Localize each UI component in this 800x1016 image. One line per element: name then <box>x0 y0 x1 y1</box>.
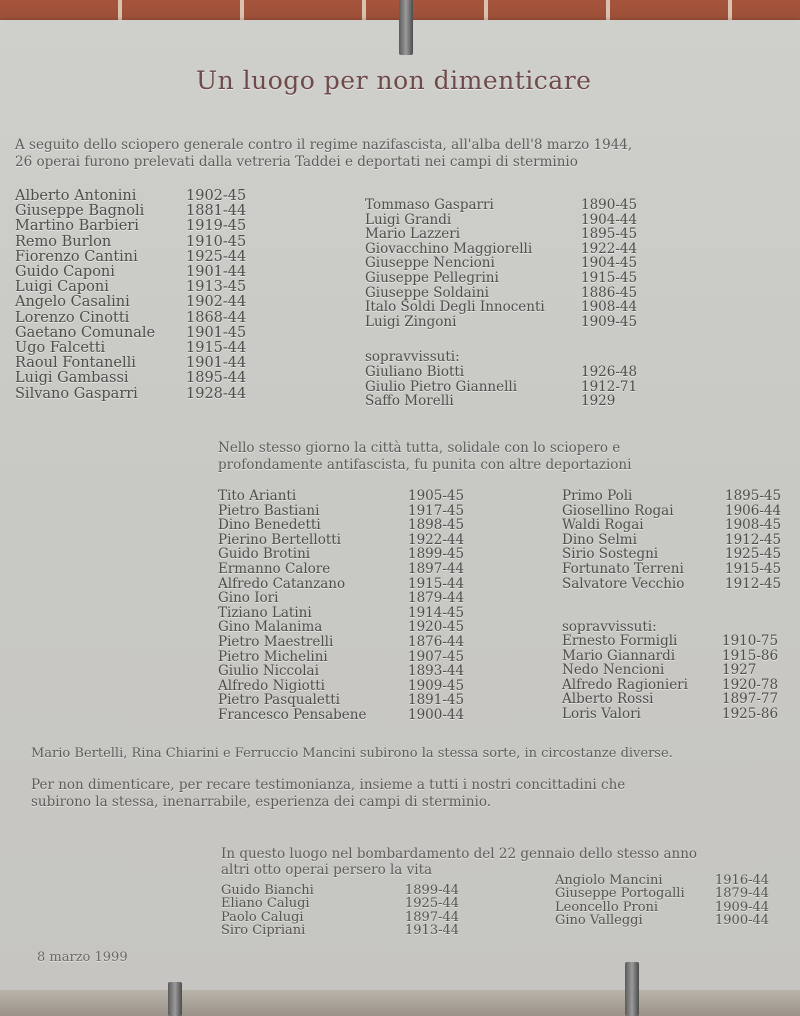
person-name: Luigi Gambassi <box>15 370 129 387</box>
person-years: 1915-44 <box>408 575 465 592</box>
name-row <box>218 693 464 708</box>
name-row <box>218 504 464 519</box>
name-row <box>218 533 464 548</box>
name-row <box>365 256 637 271</box>
name-row <box>562 707 778 722</box>
person-years: 1926-48 <box>581 364 638 380</box>
person-name: Guido Bianchi <box>221 883 314 898</box>
person-name: Tommaso Gasparri <box>365 197 494 213</box>
person-name: Ernesto Formigli <box>562 633 678 649</box>
person-name: Saffo Morelli <box>365 393 454 410</box>
name-row <box>555 914 769 927</box>
plaque-date: 8 marzo 1999 <box>37 950 128 965</box>
name-row <box>562 678 778 693</box>
person-years: 1904-45 <box>581 255 638 272</box>
person-years: 1906-44 <box>725 502 782 519</box>
group2-survivors-label: sopravvissuti: <box>562 619 657 635</box>
name-row <box>365 271 637 286</box>
person-years: 1920-45 <box>408 619 465 636</box>
name-row <box>15 189 246 204</box>
person-name: Remo Burlon <box>15 233 112 250</box>
person-years: 1912-45 <box>725 575 782 592</box>
person-years: 1922-44 <box>408 531 465 548</box>
name-row <box>15 356 246 371</box>
name-row <box>218 664 464 679</box>
name-row <box>15 219 246 234</box>
person-years: 1909-45 <box>408 677 465 694</box>
person-name: Pierino Bertellotti <box>218 531 341 548</box>
plaque-title: Un luogo per non dimenticare <box>196 66 592 95</box>
person-name: Giuseppe Nencioni <box>365 255 495 272</box>
person-name: Angiolo Mancini <box>555 873 663 888</box>
bottom-bolt-right <box>625 962 639 1016</box>
name-row <box>562 562 781 577</box>
person-name: Mario Giannardi <box>562 647 676 664</box>
person-name: Luigi Zingoni <box>365 313 457 330</box>
person-name: Gino Malanima <box>218 619 323 636</box>
name-row <box>15 235 246 250</box>
person-years: 1929 <box>581 393 616 410</box>
person-years: 1904-44 <box>581 211 638 228</box>
name-row <box>365 394 637 409</box>
name-row <box>218 489 464 504</box>
person-name: Eliano Calugi <box>221 896 310 912</box>
middle-line-1: Nello stesso giorno la città tutta, solidale con lo sciopero e <box>218 440 621 456</box>
person-years: 1910-75 <box>722 633 779 649</box>
person-name: Ugo Falcetti <box>15 340 106 357</box>
person-name: Giulio Pietro Giannelli <box>365 378 518 395</box>
person-years: 1913-44 <box>405 922 460 938</box>
person-years: 1908-45 <box>725 517 782 534</box>
name-row <box>365 198 637 213</box>
name-row <box>562 577 781 592</box>
person-years: 1913-45 <box>186 279 247 296</box>
person-name: Tiziano Latini <box>218 604 312 621</box>
name-row <box>218 708 464 723</box>
person-years: 1907-45 <box>408 648 465 665</box>
person-name: Luigi Grandi <box>365 211 452 228</box>
middle-line-2: profondamente antifascista, fu punita con altre deportazioni <box>218 457 632 473</box>
name-row <box>365 380 637 395</box>
person-years: 1879-44 <box>408 590 465 607</box>
name-row <box>562 692 778 707</box>
person-years: 1909-45 <box>581 313 638 330</box>
bombing-left-list <box>221 884 459 937</box>
person-years: 1891-45 <box>408 692 465 709</box>
name-row <box>365 213 637 228</box>
person-name: Giuseppe Pellegrini <box>365 269 499 286</box>
person-name: Salvatore Vecchio <box>562 575 685 592</box>
person-name: Raoul Fontanelli <box>15 355 136 372</box>
name-row <box>15 371 246 386</box>
person-name: Fiorenzo Cantini <box>15 248 138 265</box>
name-row <box>218 547 464 562</box>
bottom-bolt-left <box>168 982 182 1016</box>
name-row <box>221 884 459 897</box>
intro-line-2: 26 operai furono prelevati dalla vetreria Taddei e deportati nei campi di sterminio <box>15 154 578 170</box>
person-name: Giuseppe Portogalli <box>555 886 685 902</box>
person-years: 1917-45 <box>408 502 465 519</box>
group2-left-list <box>218 489 464 723</box>
name-row <box>555 874 769 887</box>
person-name: Giuseppe Bagnoli <box>15 203 145 220</box>
person-years: 1900-44 <box>715 912 770 928</box>
person-years: 1899-44 <box>405 883 460 898</box>
name-row <box>555 901 769 914</box>
person-years: 1890-45 <box>581 197 638 213</box>
person-years: 1901-45 <box>186 324 247 341</box>
person-name: Luigi Caponi <box>15 279 109 296</box>
person-years: 1897-44 <box>405 909 460 925</box>
person-name: Leoncello Proni <box>555 899 659 915</box>
name-row <box>365 286 637 301</box>
person-name: Tito Arianti <box>218 488 297 504</box>
name-row <box>562 504 781 519</box>
name-row <box>218 650 464 665</box>
name-row <box>562 634 778 649</box>
person-years: 1901-44 <box>186 264 247 281</box>
name-row <box>15 295 246 310</box>
person-years: 1914-45 <box>408 604 465 621</box>
same-fate-note: Mario Bertelli, Rina Chiarini e Ferruccio Mancini subirono la stessa sorte, in circostanze diverse. <box>31 746 673 761</box>
name-row <box>218 620 464 635</box>
person-name: Mario Lazzeri <box>365 226 461 243</box>
name-row <box>15 387 246 402</box>
person-name: Pietro Bastiani <box>218 502 320 519</box>
top-bolt <box>399 0 413 55</box>
person-years: 1905-45 <box>408 488 465 504</box>
person-years: 1910-45 <box>186 233 247 250</box>
person-years: 1900-44 <box>408 706 465 723</box>
person-years: 1893-44 <box>408 663 465 680</box>
person-years: 1902-44 <box>186 294 247 311</box>
name-row <box>15 265 246 280</box>
person-years: 1916-44 <box>715 873 770 888</box>
person-years: 1886-45 <box>581 284 638 301</box>
name-row <box>218 518 464 533</box>
name-row <box>562 649 778 664</box>
person-name: Martino Barbieri <box>15 218 139 235</box>
name-row <box>365 242 637 257</box>
person-years: 1928-44 <box>186 385 247 402</box>
person-years: 1909-44 <box>715 899 770 915</box>
person-name: Nedo Nencioni <box>562 662 665 679</box>
name-row <box>562 489 781 504</box>
name-row <box>15 250 246 265</box>
person-name: Angelo Casalini <box>15 294 130 311</box>
person-name: Gino Valleggi <box>555 912 643 928</box>
person-years: 1899-45 <box>408 546 465 563</box>
name-row <box>365 227 637 242</box>
person-name: Paolo Calugi <box>221 909 304 925</box>
bombing-right-list <box>555 874 769 927</box>
person-years: 1897-44 <box>408 560 465 577</box>
person-name: Ermanno Calore <box>218 560 331 577</box>
person-name: Dino Benedetti <box>218 517 321 534</box>
person-name: Francesco Pensabene <box>218 706 367 723</box>
person-name: Gino Iori <box>218 590 279 607</box>
person-name: Alberto Antonini <box>15 188 137 204</box>
name-row <box>365 365 637 380</box>
name-row <box>562 663 778 678</box>
person-name: Giosellino Rogai <box>562 502 674 519</box>
person-years: 1925-86 <box>722 705 779 722</box>
name-row <box>221 897 459 910</box>
person-years: 1925-45 <box>725 546 782 563</box>
person-name: Loris Valori <box>562 705 641 722</box>
person-name: Fortunato Terreni <box>562 560 684 577</box>
name-row <box>555 887 769 900</box>
name-row <box>218 679 464 694</box>
person-name: Giovacchino Maggiorelli <box>365 240 533 257</box>
person-years: 1925-44 <box>186 248 247 265</box>
person-years: 1915-86 <box>722 647 779 664</box>
person-years: 1927 <box>722 662 757 679</box>
name-row <box>365 300 637 315</box>
person-years: 1912-71 <box>581 378 638 395</box>
person-name: Primo Poli <box>562 488 633 504</box>
person-name: Alberto Rossi <box>562 691 654 708</box>
remember-line-1: Per non dimenticare, per recare testimonianza, insieme a tutti i nostri concittadini che <box>31 777 626 793</box>
bombing-line-1: In questo luogo nel bombardamento del 22 gennaio dello stesso anno <box>221 846 698 862</box>
person-name: Silvano Gasparri <box>15 385 138 402</box>
name-row <box>218 606 464 621</box>
person-name: Guido Caponi <box>15 264 115 281</box>
name-row <box>15 204 246 219</box>
name-row <box>15 280 246 295</box>
person-name: Gaetano Comunale <box>15 324 156 341</box>
person-years: 1922-44 <box>581 240 638 257</box>
person-years: 1879-44 <box>715 886 770 902</box>
name-row <box>218 562 464 577</box>
person-years: 1902-45 <box>186 188 247 204</box>
person-name: Giuseppe Soldaini <box>365 284 489 301</box>
name-row <box>218 577 464 592</box>
person-name: Guido Brotini <box>218 546 311 563</box>
person-name: Dino Selmi <box>562 531 637 548</box>
person-years: 1881-44 <box>186 203 247 220</box>
person-years: 1908-44 <box>581 299 638 316</box>
base-ledge <box>0 990 800 1016</box>
person-name: Pietro Michelini <box>218 648 328 665</box>
person-years: 1920-78 <box>722 676 779 693</box>
group1-survivors-label: sopravvissuti: <box>365 349 460 365</box>
person-name: Alfredo Ragionieri <box>562 676 688 693</box>
person-name: Pietro Pasqualetti <box>218 692 341 709</box>
person-name: Alfredo Catanzano <box>218 575 346 592</box>
bombing-line-2: altri otto operai persero la vita <box>221 862 433 878</box>
person-years: 1915-45 <box>581 269 638 286</box>
person-years: 1868-44 <box>186 309 247 326</box>
person-years: 1915-45 <box>725 560 782 577</box>
person-name: Giulio Niccolai <box>218 663 319 680</box>
name-row <box>15 341 246 356</box>
remember-line-2: subirono la stessa, inenarrabile, esperienza dei campi di sterminio. <box>31 794 492 810</box>
person-name: Lorenzo Cinotti <box>15 309 130 326</box>
name-row <box>562 533 781 548</box>
group2-survivors-list <box>562 634 778 722</box>
intro-line-1: A seguito dello sciopero generale contro il regime nazifascista, all'alba dell'8 marzo 1944, <box>15 137 633 153</box>
person-years: 1895-44 <box>186 370 247 387</box>
person-years: 1912-45 <box>725 531 782 548</box>
group1-right-list <box>365 198 637 329</box>
name-row <box>562 547 781 562</box>
group1-left-list <box>15 189 246 402</box>
person-name: Pietro Maestrelli <box>218 633 334 650</box>
person-name: Giuliano Biotti <box>365 364 465 380</box>
name-row <box>221 924 459 937</box>
group2-right-list <box>562 489 781 591</box>
name-row <box>562 518 781 533</box>
person-name: Waldi Rogai <box>562 517 644 534</box>
person-years: 1895-45 <box>725 488 782 504</box>
person-name: Sirio Sostegni <box>562 546 659 563</box>
person-years: 1915-44 <box>186 340 247 357</box>
person-years: 1897-77 <box>722 691 779 708</box>
person-years: 1895-45 <box>581 226 638 243</box>
person-years: 1876-44 <box>408 633 465 650</box>
name-row <box>15 311 246 326</box>
person-years: 1901-44 <box>186 355 247 372</box>
name-row <box>365 315 637 330</box>
name-row <box>218 635 464 650</box>
person-years: 1919-45 <box>186 218 247 235</box>
person-years: 1925-44 <box>405 896 460 912</box>
person-years: 1898-45 <box>408 517 465 534</box>
name-row <box>221 911 459 924</box>
person-name: Alfredo Nigiotti <box>218 677 325 694</box>
group1-survivors-list <box>365 365 637 409</box>
person-name: Italo Soldi Degli Innocenti <box>365 299 545 316</box>
person-name: Siro Cipriani <box>221 922 306 938</box>
name-row <box>15 326 246 341</box>
name-row <box>218 591 464 606</box>
